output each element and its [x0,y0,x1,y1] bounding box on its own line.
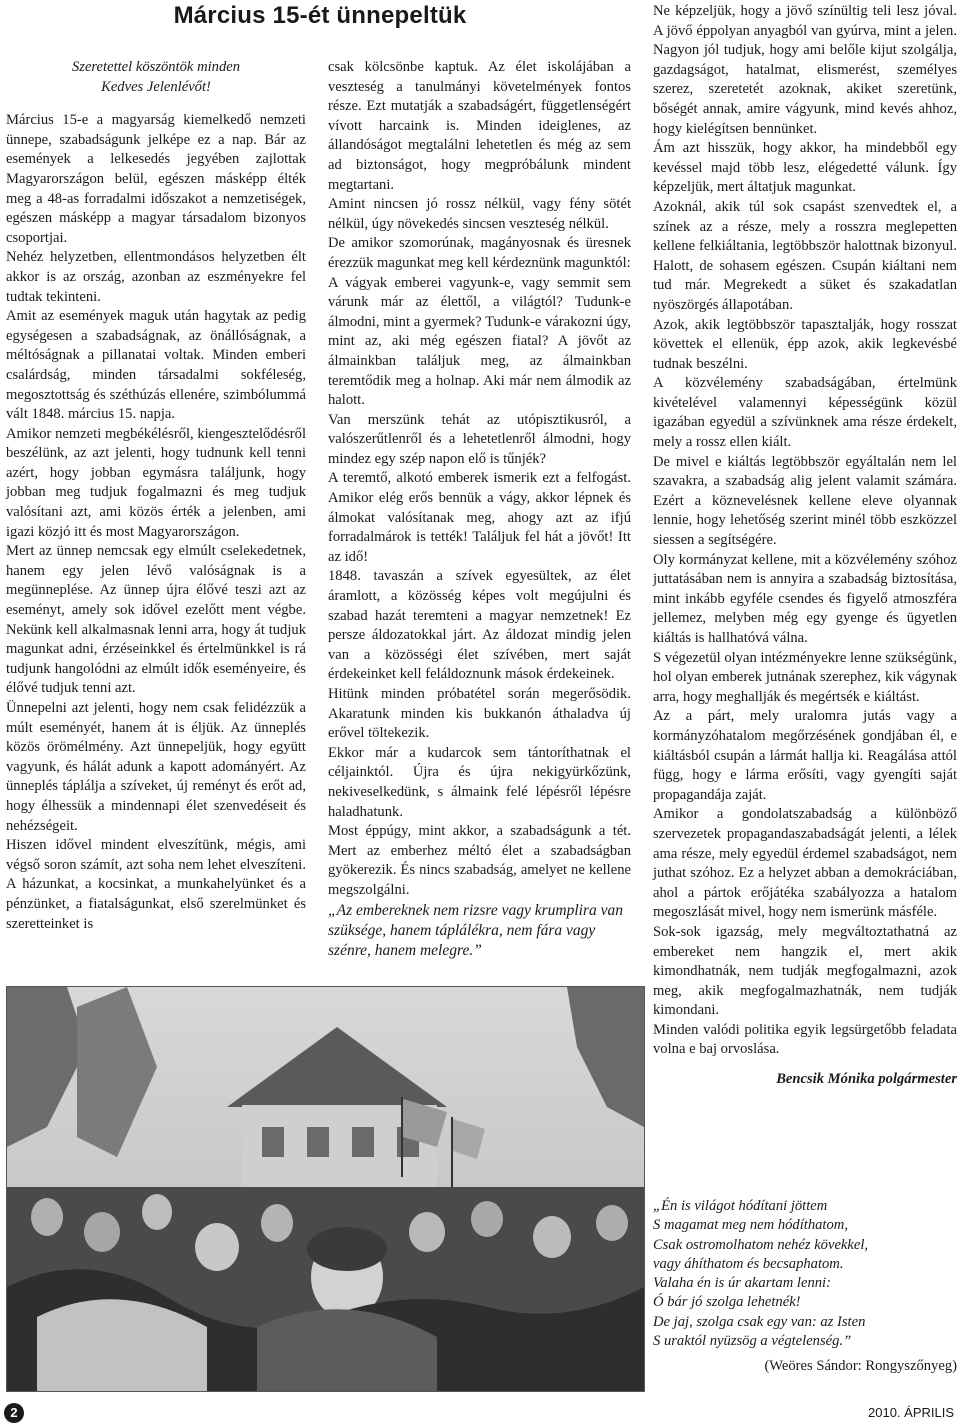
greeting [6,58,306,97]
paragraph: De mivel e kiáltás legtöbbször egyáltalán nem lel szavakra, a szabadság alig jelent valamit számára. Ezért a köznevelésnek kellene eleve olyannak lennie, hogy lehetőség szerint minél több eszközzel siessen a segítségére. [653,453,957,549]
paragraph: Ekkor már a kudarcok sem tántoríthatnak el céljainktól. Újra és újra nekigyürkőzünk, nekiveselkedünk, s álmaink felé lépésről lépésre haladhatunk. [328,744,631,820]
paragraph: Március 15-e a magyarság kiemelkedő nemzeti ünnepe, szabadságunk jelképe ez a nap. Bár az események a lelkesedés jegyében zajlottak Magyarországon belül, egészen másképp élték meg a 48-as forradalmi időszakot a nemzetiségek, egészen másképp a magyar társadalom bizonyos csoportjai. [6,112,306,246]
paragraph: Most éppúgy, mint akkor, a szabadságunk a tét. Mert az emberhez méltó élet a szabadságban gyökerezik. És nincs szabadság, amelyet ne kellene megszolgálni. [328,823,631,898]
paragraph: A közvélemény szabadságában, értelmünk kivételével valamennyi képességünk közül igazában egyedül a szívünknek ama része érdekelt, mely a rossz ellen kiált. [653,375,957,451]
paragraph: Sok-sok igazság, mely megváltoztathatná az embereket nem hangzik el, mert akik kimondhatnák, nem tudják megfogalmazni, azok meg, akik megfogalmazhatnák, nem tudják kimondani. [653,923,957,1019]
poem-line: De jaj, szolga csak egy van: az Isten [653,1313,866,1330]
paragraph: Az a párt, mely uralomra jutás vagy a kormányzóhatalom megőrzésének gondjában él, e kiáltásból csupán a lármát hallja ki. Reagálása attól függ, hogy e lárma erősíti, vagy gyengíti saját propagandája zaját. [653,708,957,803]
paragraph: Amit az események maguk után hagytak az pedig egységesen a szabadságnak, az önállóságnak, a méltóságnak a pillanatai voltak. Minden emberi csalárdság, minden társadalmi sokféleség, megosztottság és széthúzás ellenére, szimbólummá vált 1848. március 15. napja. [6,308,306,423]
author-signature: Bencsik Mónika polgármester [776,1071,957,1088]
paragraph: Oly kormányzat kellene, mit a közvélemény szóhoz juttatásában nem is annyira a szabadság biztosítása, mint inkább egyféle csendes és figyelő atmoszféra jellemez, melyben még egy gyenge és ügyetlen kiáltás is hallhatóvá válna. [653,551,957,646]
paragraph: Amikor a gondolatszabadság a különböző szervezetek propagandaszabadságát jelenti, a lélek ama része, mely egyedül érdemel szabadságot, nem juthat szóhoz. Ez a helyzet abban a demokráciában, ahol a pártok erőjátéka szabályozza a hatalom megoszlását mivel, hogy nem ismerünk másféle. [653,806,957,921]
page-number: 2 [4,1403,24,1423]
paragraph: Amint nincsen jó rossz nélkül, vagy fény sötét nélkül, úgy növekedés sincsen veszteség nélkül. [328,196,631,232]
paragraph: csak kölcsönbe kaptuk. Az élet iskolájában a veszteség a tanulmányi követelmények fontos része. Ezt mutatják a szabadságért, függetlenségért vívott harcaink is. Minden ideiglenes, az állandóságot megtalálni lehetetlen és még az sem ad biztonságot, hogy megpróbálunk mindent megtartani. [328,59,631,193]
poem-line: S magamat meg nem hódíthatom, [653,1217,848,1234]
paragraph: Hiszen idővel mindent elveszítünk, mégis, ami végső soron számít, azt soha nem lehet elveszíteni. A házunkat, a kocsinkat, a munkahelyünket és a pénzünket, a fiatalságunkat, első szerelmünket és szeretteinket is [6,837,306,932]
poem-line: S uraktól nyüzsög a végtelenség.” [653,1333,852,1350]
issue-date: 2010. ÁPRILIS [868,1405,954,1420]
article-column-3 [653,2,957,1090]
poem [653,1197,957,1351]
poem-line: Ó bár jó szolga lehetnék! [653,1294,801,1311]
paragraph: Ám azt hisszük, hogy akkor, ha mindebből egy kevéssel majd több lesz, elégedetté válunk. Így képzeljük, mert áltatjuk magunkat. [653,140,957,196]
poem-line: vagy áhíthatom és becsaphatom. [653,1255,844,1272]
paragraph: Azoknál, akik túl sok csapást szenvedtek el, a színek az a része, mely a rosszra meglepetten kellene felkiáltania, legtöbbször halottnak bizonyul. Halott, de sohasem egészen. Csupán kiáltani nem tud már. Megrekedt a süket és szakadatlan nyöszörgés állapotában. [653,198,957,313]
paragraph: Mert az ünnep nemcsak egy elmúlt cselekedetnek, hanem egy jelen lévő valóságnak is a megünneplése. Az ünnep újra élővé teszi azt az eseményt, amely sok idővel ezelőtt ment végbe. Nekünk kell alkalmasnak lenni arra, hogy át tudjuk magunkat adni, érzéseinkkel és értelmünkkel is rá tudjunk hangolódni az elmúlt idők eseményeire, és élővé tudjuk tenni azt. [6,543,306,697]
paragraph: Hitünk minden próbatétel során megerősödik. Akaratunk minden kis bukkanón áthaladva új erővel töltekezik. [328,686,631,742]
greeting-line-2: Kedves Jelenlévőt! [101,78,211,95]
article-title: Március 15-ét ünnepeltük [173,2,467,29]
paragraph: S végezetül olyan intézményekre lenne szükségünk, hol olyan emberek jutnának szerephez, kik vágynak arra, hogy meghallják és megértsék e kiáltást. [653,649,957,705]
crowd-photo [6,986,645,1392]
poem-source: (Weöres Sándor: Rongyszőnyeg) [764,1358,957,1374]
pull-quote: „Az embereknek nem rizsre vagy krumplira van szüksége, hanem táplálékra, nem fára vagy szénre, hanem melegre.” [328,901,623,959]
paragraph: A vágyak emberei vagyunk-e, vagy semmit sem várunk már az élettől, a világtól? Tudunk-e álmodni, mint a gyermek? Tudunk-e várakozni úgy, mint az, aki még egészen fiatal? A jövőt az álmainkban találjuk meg, az álmainkban teremtődik meg a holnap. Aki már nem álmodik az halott. [328,274,631,409]
paragraph: Amikor nemzeti megbékélésről, kiengesztelődésről beszélünk, az azt jelenti, hogy tudnunk kell tenni azért, hogy jobban egymásra találjunk, hogy jobban meg tudjuk fogalmazni és meg tudjuk valósítani azt, ami közös érték a jelenben, ami igazi közjó itt és most Magyarországon. [6,425,306,540]
paragraph: De amikor szomorúnak, magányosnak és üresnek érezzük magunkat meg kell kérdeznünk magunktól: [328,235,631,271]
greeting-line-1: Szeretettel köszöntök minden [71,59,241,75]
poem-line: „Én is világot hódítani jöttem [653,1198,828,1214]
paragraph: Nehéz helyzetben, ellentmondásos helyzetben élt akkor is az ország, azonban az eszményekre fel tudtak tekinteni. [6,249,306,305]
article-column-1 [6,58,306,934]
paragraph: Van merszünk tehát az utópisztikusról, a valószerűtlenről és a lehetetlenről álmodni, hogy mindez egy szép napon elő is tűnjék? [328,411,631,467]
paragraph: Minden valódi politika egyik legsürgetőbb feladata volna e baj orvoslása. [653,1021,957,1058]
paragraph: 1848. tavaszán a szívek egyesültek, az élet áramlott, a közösség képes volt megújulni és szabad hazát teremteni a magyar nemzetnek! Ez persze áldozatokkal járt. Az áldozat mindig jelen van a közösségi élet szívében, mert saját érdekeinket kell feláldoznunk mások érdekeinek. [328,568,631,683]
paragraph: Azok, akik legtöbbször tapasztalják, hogy rosszat követtek el ellenük, épp azok, akik legkevésbé tudnak beszélni. [653,316,957,372]
paragraph: Ne képzeljük, hogy a jövő színültig teli lesz jóval. A jövő éppolyan anyagból van gyúrva, mint a jelen. Nagyon jól tudjuk, hogy ami belőle kijut szolgálja, gazdagságot, hatalmat, elismerést, személyes szerez, szeretetét azoknak, akiket szeretünk, bőségét annak, amire vágyunk, mind kevés ahhoz, hogy kielégítsen bennünket. [653,3,957,137]
poem-line: Valaha én is úr akartam lenni: [653,1275,831,1292]
paragraph: Ünnepelni azt jelenti, hogy nem csak felidézzük a múlt eseményét, hanem át is éljük. Az ünneplés közös örömélmény. Azt ünnepeljük, hogy együtt vagyunk, és hálát adunk a kapott adományért. Az ünneplés táplálja a szíveket, új reményt és erőt ad, hogy élhessük a mindennapi élet szenvedéseit és nehézségeit. [6,700,306,834]
poem-line: Csak ostromolhatom nehéz kövekkel, [653,1236,869,1253]
paragraph: A teremtő, alkotó emberek ismerik ezt a felfogást. Amikor elég erős bennük a vágy, akkor lépnek és álmokat valósítanak meg, ahogy azt az ifjú forradalmárok is tették! Találjuk fel hát a jövőt! Itt az idő! [328,470,631,565]
article-column-2 [328,58,631,961]
